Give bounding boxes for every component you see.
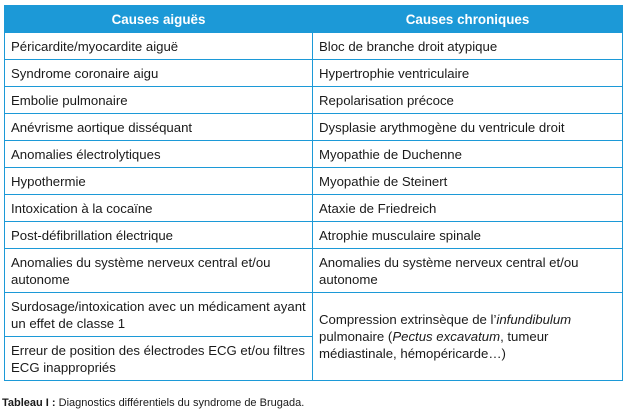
cell-acute: Surdosage/intoxication avec un médicament ayant un effet de classe 1 bbox=[5, 293, 313, 337]
caption-label: Tableau I : bbox=[2, 397, 56, 409]
cell-chronic: Atrophie musculaire spinale bbox=[313, 222, 623, 249]
compression-text-2: pulmonaire ( bbox=[319, 329, 393, 344]
cell-acute: Anomalies électrolytiques bbox=[5, 141, 313, 168]
header-row bbox=[5, 6, 623, 33]
table-row bbox=[5, 249, 623, 293]
cell-acute: Anévrisme aortique disséquant bbox=[5, 114, 313, 141]
cell-chronic: Repolarisation précoce bbox=[313, 87, 623, 114]
table-row bbox=[5, 33, 623, 60]
caption-text: Diagnostics différentiels du syndrome de Brugada. bbox=[55, 397, 305, 409]
table-row bbox=[5, 87, 623, 114]
cell-chronic: Hypertrophie ventriculaire bbox=[313, 60, 623, 87]
table-row bbox=[5, 222, 623, 249]
compression-text-1: Compression extrinsèque de l’ bbox=[319, 312, 497, 327]
table-container bbox=[4, 5, 622, 381]
table-row bbox=[5, 168, 623, 195]
cell-acute: Embolie pulmonaire bbox=[5, 87, 313, 114]
table-row bbox=[5, 141, 623, 168]
compression-text-3: , tumeur médiastinale, hémopéricarde…) bbox=[319, 329, 549, 361]
cell-chronic: Myopathie de Steinert bbox=[313, 168, 623, 195]
cell-chronic: Dysplasie arythmogène du ventricule droit bbox=[313, 114, 623, 141]
table-row bbox=[5, 195, 623, 222]
cell-acute: Erreur de position des électrodes ECG et/ou filtres ECG inappropriés bbox=[5, 337, 313, 381]
table-caption bbox=[2, 397, 304, 409]
cell-acute: Hypothermie bbox=[5, 168, 313, 195]
cell-acute: Intoxication à la cocaïne bbox=[5, 195, 313, 222]
cell-chronic: Bloc de branche droit atypique bbox=[313, 33, 623, 60]
cell-acute: Anomalies du système nerveux central et/ou autonome bbox=[5, 249, 313, 293]
compression-term-pectus: Pectus excavatum bbox=[392, 329, 501, 344]
cell-acute: Syndrome coronaire aigu bbox=[5, 60, 313, 87]
header-acute-causes: Causes aiguës bbox=[5, 6, 313, 33]
table-row bbox=[5, 114, 623, 141]
cell-chronic: Ataxie de Friedreich bbox=[313, 195, 623, 222]
cell-acute: Post-défibrillation électrique bbox=[5, 222, 313, 249]
table-row bbox=[5, 60, 623, 87]
compression-term-infundibulum: infundibulum bbox=[496, 312, 572, 327]
table-row bbox=[5, 293, 623, 337]
header-chronic-causes: Causes chroniques bbox=[313, 6, 623, 33]
cell-chronic: Myopathie de Duchenne bbox=[313, 141, 623, 168]
differential-diagnosis-table bbox=[4, 5, 623, 381]
cell-chronic: Anomalies du système nerveux central et/ou autonome bbox=[313, 249, 623, 293]
cell-acute: Péricardite/myocardite aiguë bbox=[5, 33, 313, 60]
cell-chronic-compression bbox=[313, 293, 623, 381]
